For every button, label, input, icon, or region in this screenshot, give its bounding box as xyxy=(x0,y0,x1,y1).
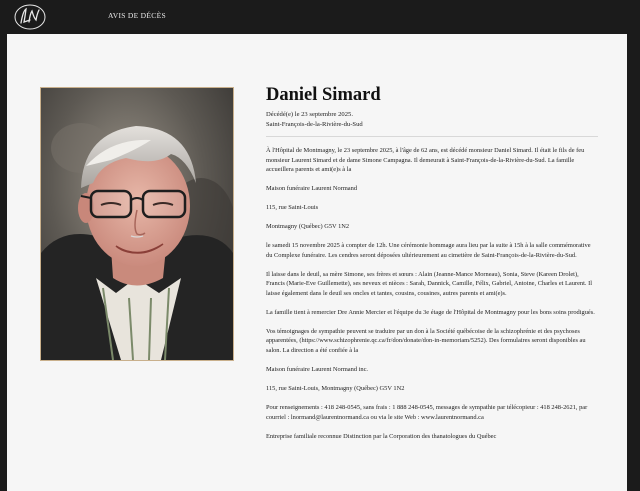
obituary-paragraph: Il laisse dans le deuil, sa mère Simone, ses frères et sœurs : Alain (Jeanne-Mance Morneau), Sonia, Steve (Kareen Drolet), Francis (Marie-Eve Guillemette), ses neveux et nièces : Sarah, Dannick, Camille, Félix, Gabriel, Antoine, Charles et Laurent. Il laisse également dans le deuil ses oncles et tantes, cousins, cousines, autres parents et ami(e)s. xyxy=(266,270,592,297)
obituary-paragraph: Maison funéraire Laurent Normand xyxy=(266,185,358,193)
obituary-page xyxy=(7,34,627,491)
divider xyxy=(266,136,598,137)
page-scrollbar[interactable] xyxy=(627,34,640,491)
obituary-paragraph: Montmagny (Québec) G5V 1N2 xyxy=(266,223,350,231)
obituary-text xyxy=(266,84,598,451)
obituary-paragraph: 115, rue Saint-Louis, Montmagny (Québec) G5V 1N2 xyxy=(266,385,405,393)
brand-logo[interactable] xyxy=(13,3,47,31)
death-date: Décédé(e) le 23 septembre 2025. xyxy=(266,111,353,118)
obituary-paragraph: Maison funéraire Laurent Normand inc. xyxy=(266,366,369,374)
top-bar xyxy=(0,0,640,34)
obituary-paragraph: Entreprise familiale reconnue Distinction par la Corporation des thanatologues du Québec xyxy=(266,432,497,440)
residence-place: Saint-François-de-la-Rivière-du-Sud xyxy=(266,121,363,128)
obituary-paragraph: le samedi 15 novembre 2025 à compter de 12h. Une cérémonie hommage aura lieu par la suite à 15h à la salle commémorative du Complexe funéraire. Les cendres seront déposées ultérieurement au cimetière de Saint-François-de-la-Rivière-du-Sud. xyxy=(266,242,591,259)
deceased-photo xyxy=(40,87,234,361)
portrait-image xyxy=(41,88,233,360)
obituary-paragraph: 115, rue Saint-Louis xyxy=(266,204,319,212)
obituary-paragraph: Vos témoignages de sympathie peuvent se traduire par un don à la Société québécoise de la schizophrénie et des psychoses apparentées, (https://www.schizophrenie.qc.ca/fr/don/donate/don-in-memoriam/5252). Des formulaires seront disponibles au salon. La direction a été confiée à la xyxy=(266,327,586,355)
deceased-name: Daniel Simard xyxy=(266,85,381,105)
nav-avis-de-deces[interactable]: AVIS DE DÉCÈS xyxy=(108,11,166,20)
obituary-paragraph: La famille tient à remercier Dre Annie Mercier et l'équipe du 3e étage de l'Hôpital de Montmagny pour les bons soins prodigués. xyxy=(266,308,595,316)
obituary-paragraph: Pour renseignements : 418 248-0545, sans frais : 1 888 248-0545, messages de sympathie par télécopieur : 418 248-2621, par courriel : lnormand@laurentnormand.ca ou via le site Web : www.laurentnormand.ca xyxy=(266,404,588,421)
obituary-paragraph: À l'Hôpital de Montmagny, le 23 septembre 2025, à l'âge de 62 ans, est décédé monsieur Daniel Simard. Il était le fils de feu monsieur Laurent Simard et de dame Simone Campagna. Il demeurait à Saint-François-de-la-Rivière-du-Sud. La famille accueillera parents et ami(e)s à la xyxy=(266,147,585,174)
